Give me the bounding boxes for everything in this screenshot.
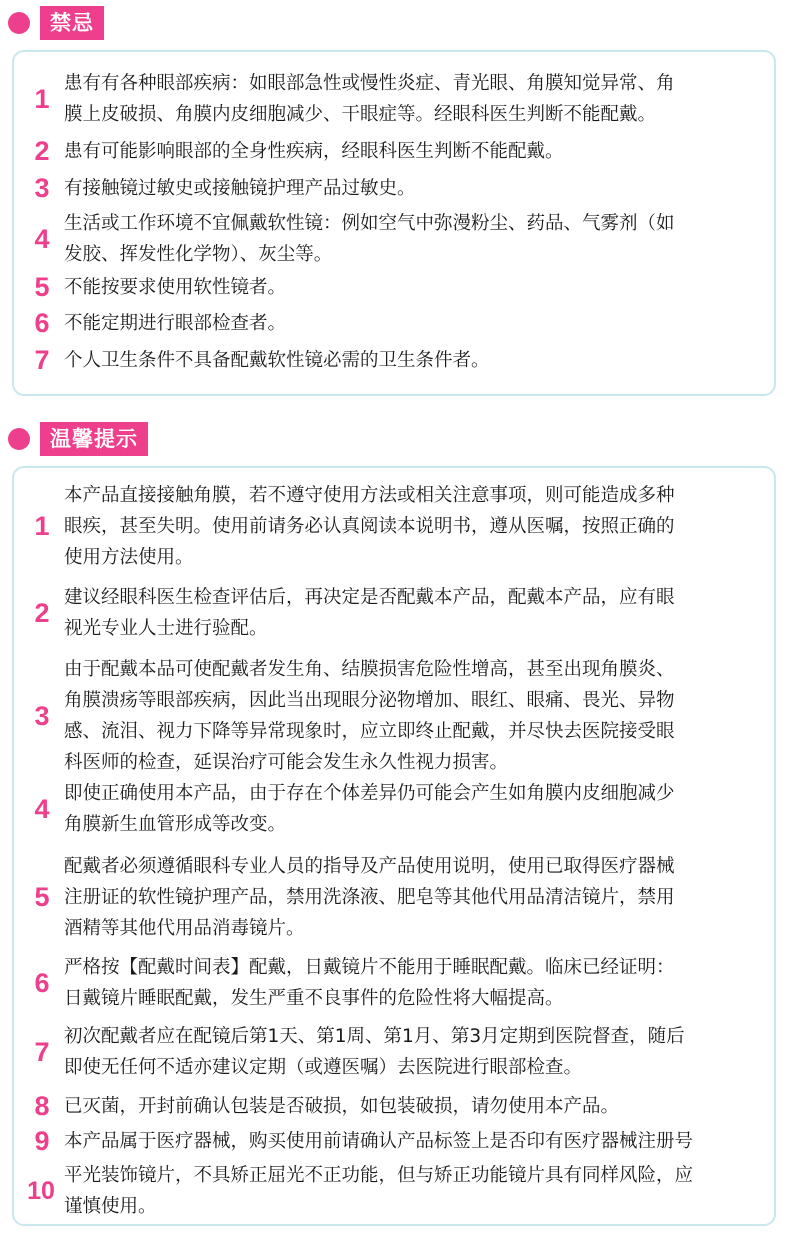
- item-text: 患有有各种眼部疾病：如眼部急性或慢性炎症、青光眼、角膜知觉异常、角 膜上皮破损、角膜内皮细胞减少、干眼症等。经眼科医生判断不能配戴。: [64, 73, 675, 125]
- item-text: 已灭菌，开封前确认包装是否破损，如包装破损，请勿使用本产品。: [64, 1096, 620, 1117]
- item-text: 初次配戴者应在配镜后第1天、第1周、第1月、第3月定期到医院督查，随后 即使无任何不适亦建议定期（或遵医嘱）去医院进行眼部检查。: [64, 1026, 685, 1078]
- item-number: 9: [34, 1126, 50, 1156]
- list-item: [14, 1091, 774, 1122]
- item-text: 有接触镜过敏史或接触镜护理产品过敏史。: [64, 178, 416, 199]
- item-text: 由于配戴本品可使配戴者发生角、结膜损害危险性增高，甚至出现角膜炎、 角膜溃疡等眼部疾病，因此当出现眼分泌物增加、眼红、眼痛、畏光、异物 感、流泪、视力下降等异常现象时，应立即终止配戴，并尽快去医院接受眼 科医师的检查，延误治疗可能会发生永久性视力损害。: [64, 659, 675, 773]
- list-item: [14, 136, 774, 167]
- item-number: 2: [34, 597, 50, 628]
- list-item: [14, 1126, 774, 1157]
- item-text: 患有可能影响眼部的全身性疾病，经眼科医生判断不能配戴。: [64, 141, 564, 162]
- section-title: 禁忌: [40, 6, 104, 40]
- item-number: 6: [34, 967, 50, 998]
- item-number: 4: [34, 793, 50, 824]
- item-text: 平光装饰镜片，不具矫正屈光不正功能，但与矫正功能镜片具有同样风险，应 谨慎使用。: [64, 1165, 694, 1217]
- item-text: 建议经眼科医生检查评估后，再决定是否配戴本产品，配戴本产品，应有眼 视光专业人士进行验配。: [64, 587, 675, 639]
- item-number: 2: [34, 136, 50, 166]
- item-text: 个人卫生条件不具备配戴软性镜必需的卫生条件者。: [64, 350, 490, 371]
- list-item: [14, 778, 774, 840]
- list-item: [14, 68, 774, 130]
- tips-box: [12, 466, 776, 1226]
- item-text: 严格按【配戴时间表】配戴，日戴镜片不能用于睡眠配戴。临床已经证明： 日戴镜片睡眠配戴，发生严重不良事件的危险性将大幅提高。: [64, 957, 675, 1009]
- list-item: [14, 308, 774, 339]
- section-header-contraindications: [8, 6, 104, 40]
- item-number: 7: [34, 345, 50, 375]
- item-number: 4: [34, 223, 50, 254]
- item-number: 1: [34, 83, 50, 114]
- list-item: [14, 952, 774, 1014]
- item-number: 1: [34, 511, 50, 541]
- list-item: [14, 851, 774, 944]
- item-number: 6: [34, 308, 50, 338]
- item-number: 10: [27, 1176, 55, 1205]
- list-item: [14, 582, 774, 644]
- item-text: 本产品属于医疗器械，购买使用前请确认产品标签上是否印有医疗器械注册号: [64, 1131, 694, 1152]
- item-number: 7: [34, 1036, 50, 1067]
- item-text: 即使正确使用本产品，由于存在个体差异仍可能会产生如角膜内皮细胞减少 角膜新生血管形成等改变。: [64, 783, 675, 835]
- list-item: [14, 173, 774, 204]
- list-item: [14, 1160, 774, 1222]
- section-header-tips: [8, 422, 148, 456]
- contraindications-box: [12, 50, 776, 396]
- item-number: 3: [34, 173, 50, 203]
- item-number: 5: [34, 882, 50, 912]
- bullet-dot-icon: [8, 12, 30, 34]
- item-text: 不能定期进行眼部检查者。: [64, 313, 287, 334]
- item-text: 生活或工作环境不宜佩戴软性镜：例如空气中弥漫粉尘、药品、气雾剂（如 发胶、挥发性化学物）、灰尘等。: [64, 213, 675, 265]
- section-title: 温馨提示: [40, 422, 148, 456]
- item-text: 配戴者必须遵循眼科专业人员的指导及产品使用说明，使用已取得医疗器械 注册证的软性镜护理产品，禁用洗涤液、肥皂等其他代用品清洁镜片，禁用 酒精等其他代用品消毒镜片。: [64, 856, 675, 939]
- bullet-dot-icon: [8, 428, 30, 450]
- item-number: 3: [34, 700, 50, 731]
- list-item: [14, 654, 774, 778]
- item-number: 5: [34, 272, 50, 302]
- item-number: 8: [34, 1091, 50, 1121]
- list-item: [14, 272, 774, 303]
- list-item: [14, 1021, 774, 1083]
- item-text: 本产品直接接触角膜，若不遵守使用方法或相关注意事项，则可能造成多种 眼疾，甚至失明。使用前请务必认真阅读本说明书，遵从医嘱，按照正确的 使用方法使用。: [64, 485, 675, 568]
- list-item: [14, 208, 774, 270]
- list-item: [14, 345, 774, 376]
- item-text: 不能按要求使用软性镜者。: [64, 277, 287, 298]
- list-item: [14, 480, 774, 573]
